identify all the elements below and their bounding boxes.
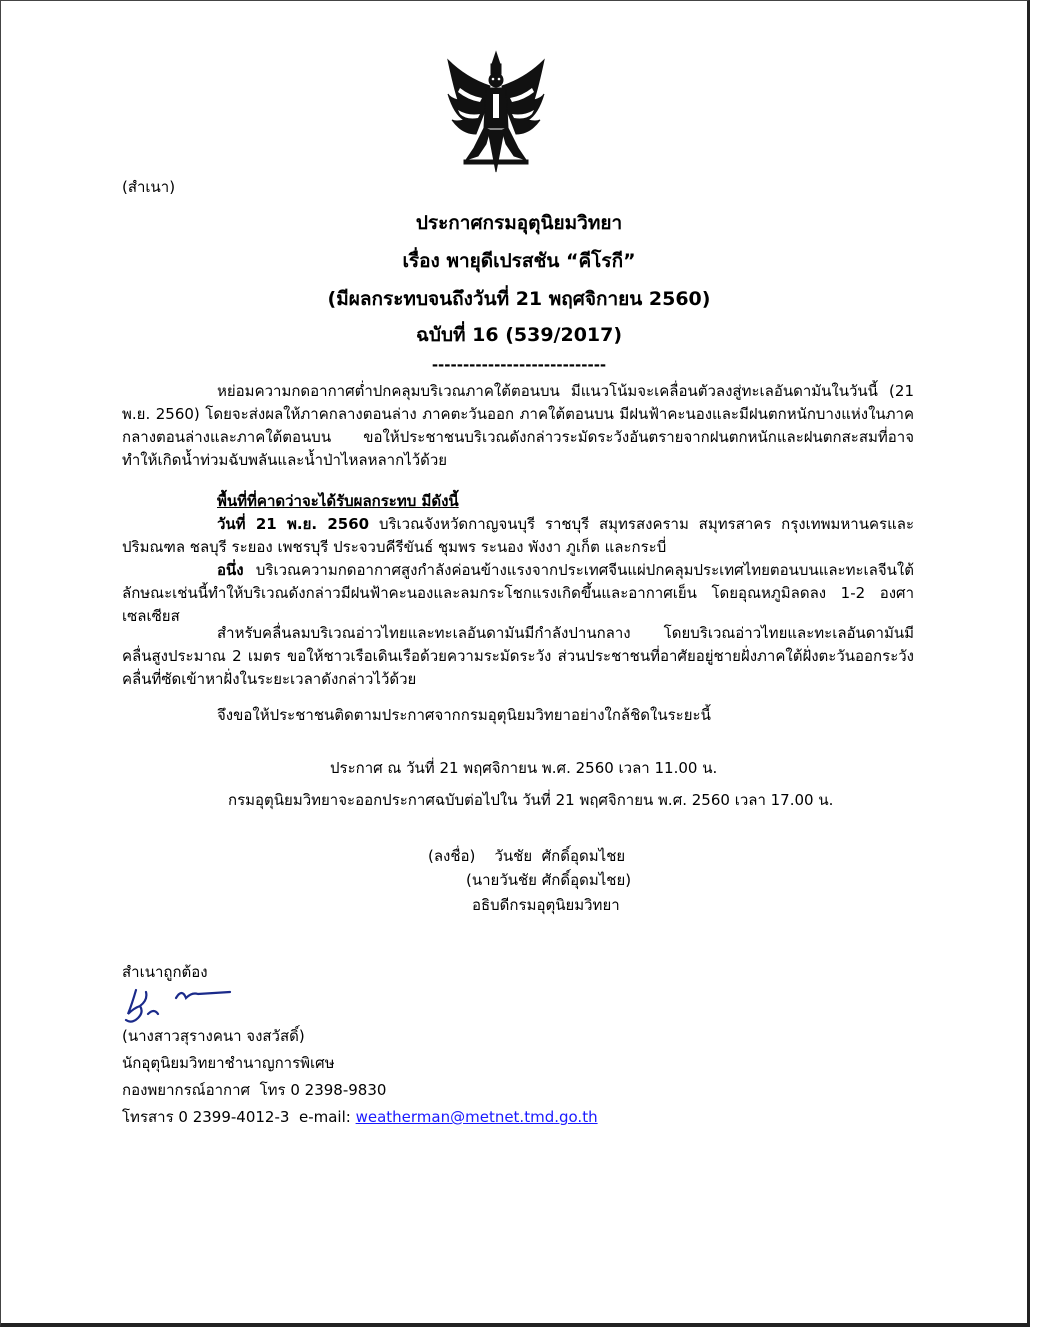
- day-label: วันที่ 21 พ.ย. 2560: [217, 515, 370, 533]
- certified-label: สำเนาถูกต้อง: [122, 963, 208, 981]
- email-link[interactable]: weatherman@metnet.tmd.go.th: [355, 1108, 598, 1126]
- areas-section: [122, 490, 914, 628]
- also-text: บริเวณความกดอากาศสูงกำลังค่อนข้างแรงจากประเทศจีนแผ่ปกคลุมประเทศไทยตอนบนและทะเลจีนใต้ ลักษณะเช่นนี้ทำให้บริเวณดังกล่าวมีฝนฟ้าคะนองและลมกระโชกแรงเกิดขึ้นและอากาศเย็น โดยอุณหภูมิลดลง 1-2 องศาเซลเซียส: [122, 561, 914, 625]
- paragraph-waves: สำหรับคลื่นลมบริเวณอ่าวไทยและทะเลอันดามันมีกำลังปานกลาง โดยบริเวณอ่าวไทยและทะเลอันดามันมีคลื่นสูงประมาณ 2 เมตร ขอให้ชาวเรือเดินเรือด้วยความระมัดระวัง ส่วนประชาชนที่อาศัยอยู่ชายฝั่งภาคใต้ฝั่งตะวันออกระวังคลื่นที่ซัดเข้าหาฝั่งในระยะเวลาดังกล่าวไว้ด้วย: [122, 624, 914, 688]
- announce-date: ประกาศ ณ วันที่ 21 พฤศจิกายน พ.ศ. 2560 เวลา 11.00 น.: [330, 759, 718, 777]
- signature-signed: (ลงชื่อ) วันชัย ศักดิ์อุดมไชย: [428, 847, 626, 865]
- also-label: อนึ่ง: [217, 561, 244, 579]
- effect-line: (มีผลกระทบจนถึงวันที่ 21 พฤศจิกายน 2560): [327, 288, 711, 310]
- certified-position: นักอุตุนิยมวิทยาชำนาญการพิเศษ: [122, 1054, 335, 1072]
- garuda-emblem-icon: [446, 48, 546, 176]
- signature-position: อธิบดีกรมอุตุนิยมวิทยา: [472, 896, 620, 914]
- issue-number: ฉบับที่ 16 (539/2017): [415, 324, 623, 346]
- divider: ----------------------------: [431, 356, 607, 374]
- paragraph-follow: จึงขอให้ประชาชนติดตามประกาศจากกรมอุตุนิยมวิทยาอย่างใกล้ชิดในระยะนี้: [217, 706, 711, 724]
- page-title: ประกาศกรมอุตุนิยมวิทยา: [415, 212, 623, 234]
- copy-label: (สำเนา): [122, 178, 176, 196]
- certified-name: (นางสาวสุรางคนา จงสวัสดิ์): [122, 1027, 305, 1045]
- next-issue: กรมอุตุนิยมวิทยาจะออกประกาศฉบับต่อไปใน วันที่ 21 พฤศจิกายน พ.ศ. 2560 เวลา 17.00 น.: [228, 791, 834, 809]
- day-text: บริเวณจังหวัดกาญจนบุรี ราชบุรี สมุทรสงคราม สมุทรสาคร กรุงเทพมหานครและปริมณฑล ชลบุรี ระยอง เพชรบุรี ประจวบคีรีขันธ์ ชุมพร ระนอง พังงา ภูเก็ต และกระบี่: [122, 515, 914, 556]
- paragraph-intro: หย่อมความกดอากาศต่ำปกคลุมบริเวณภาคใต้ตอนบน มีแนวโน้มจะเคลื่อนตัวลงสู่ทะเลอันดามันในวันนี้ (21 พ.ย. 2560) โดยจะส่งผลให้ภาคกลางตอนล่าง ภาคตะวันออก ภาคใต้ตอนบน มีฝนฟ้าคะนองและมีฝนตกหนักบางแห่งในภาคกลางตอนล่างและภาคใต้ตอนบน ขอให้ประชาชนบริเวณดังกล่าวระมัดระวังอันตรายจากฝนตกหนักและฝนตกสะสมที่อาจทำให้เกิดน้ำท่วมฉับพลันและน้ำป่าไหลหลากไว้ด้วย: [122, 382, 914, 469]
- signature-name: (นายวันชัย ศักดิ์อุดมไชย): [466, 871, 632, 889]
- subject-line: เรื่อง พายุดีเปรสชัน “คีโรกี”: [402, 250, 636, 272]
- certified-contact: โทรสาร 0 2399-4012-3 e-mail: weatherman@metnet.tmd.go.th: [122, 1108, 598, 1126]
- areas-heading: พื้นที่ที่คาดว่าจะได้รับผลกระทบ มีดังนี้: [217, 492, 459, 510]
- certified-division: กองพยากรณ์อากาศ โทร 0 2398-9830: [122, 1081, 387, 1099]
